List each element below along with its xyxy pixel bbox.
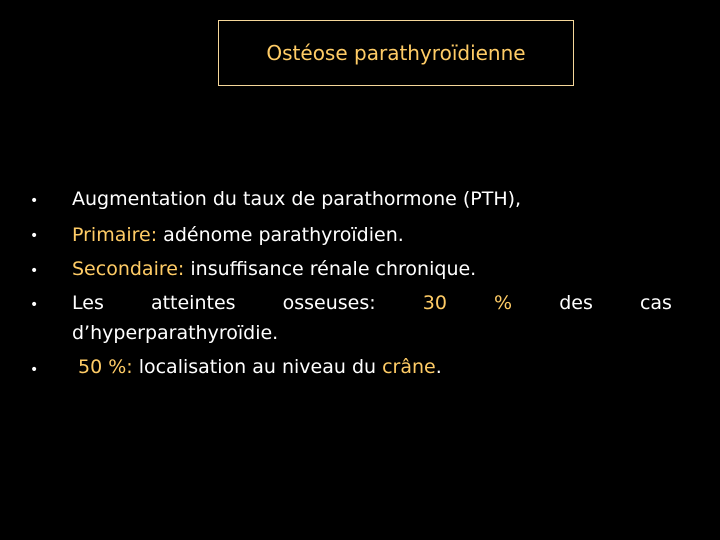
bullet-2 [72,224,404,246]
bullet-3-label: Secondaire: [72,258,185,280]
bullet-4-percent: % [494,292,513,314]
bullet-5-number: 50 %: [78,356,133,378]
bullet-dot: • [30,362,39,378]
bullet-5 [78,356,442,378]
bullet-4-word: des [559,292,593,314]
bullet-dot: • [30,297,39,313]
bullet-dot: • [30,228,39,244]
bullet-2-text: adénome parathyroïdien. [157,224,404,246]
bullet-4-word: Les [72,292,104,314]
bullet-dot: • [30,263,39,279]
bullet-5-text: localisation au niveau du [132,356,383,378]
bullet-5-highlight: crâne [382,356,436,378]
bullet-4-word: osseuses: [282,292,376,314]
bullet-4-line-2 [72,322,278,344]
bullet-3-text: insuffisance rénale chronique. [184,258,477,280]
bullet-4-line-2-text: d’hyperparathyroïdie. [72,322,279,344]
bullet-4-line-1 [72,292,672,314]
bullet-3 [72,258,476,280]
bullet-1 [72,188,521,210]
bullet-1-text: Augmentation du taux de parathormone (PTH), [72,188,522,210]
bullet-4-word: atteintes [150,292,236,314]
bullet-2-label: Primaire: [72,224,158,246]
slide-title: Ostéose parathyroïdienne [266,41,526,65]
bullet-5-end: . [435,356,442,378]
bullet-dot: • [30,193,39,209]
bullet-4-word: cas [639,292,672,314]
bullet-4-number: 30 [422,292,447,314]
